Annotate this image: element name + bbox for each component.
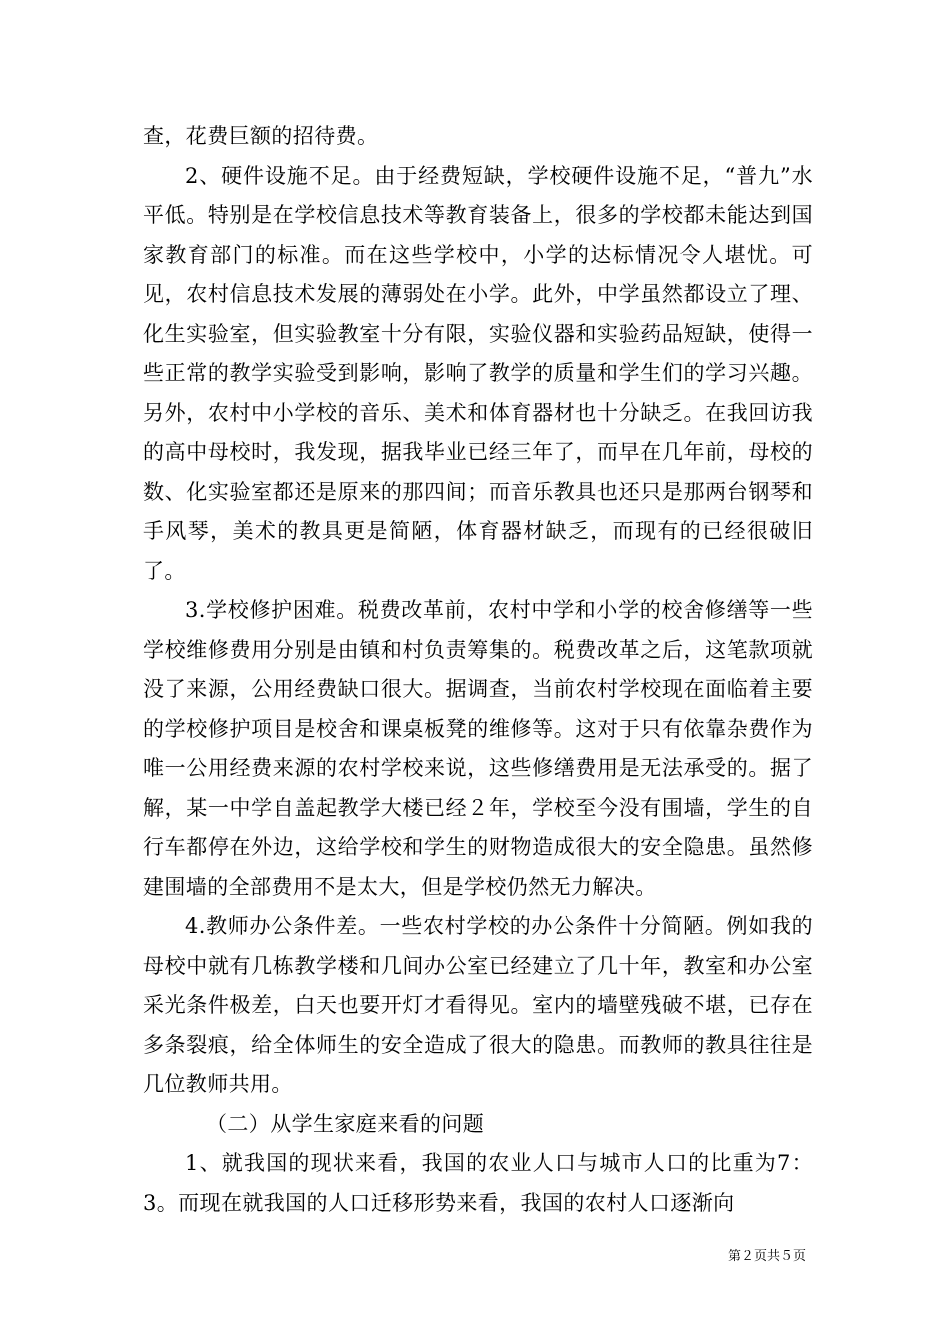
section-heading: （二）从学生家庭来看的问题 bbox=[206, 1111, 485, 1136]
paragraph-hardware: 2、硬件设施不足。由于经费短缺，学校硬件设施不足，“普九”水平低。特别是在学校信息技术等教育装备上，很多的学校都未能达到国家教育部门的标准。而在这些学校中，小学的达标情况令人堪忧。可见，农村信息技术发展的薄弱处在小学。此外，中学虽然都设立了理、化生实验室，但实验教室十分有限，实验仪器和实验药品短缺，使得一些正常的教学实验受到影响，影响了教学的质量和学生们的学习兴趣。另外，农村中小学校的音乐、美术和体育器材也十分缺乏。在我回访我的高中母校时，我发现，据我毕业已经三年了，而早在几年前，母校的数、化实验室都还是原来的那四间；而音乐教具也还只是那两台钢琴和手风琴，美术的教具更是简陋，体育器材缺乏，而现有的已经很破旧了。 bbox=[143, 163, 813, 583]
paragraph-maintenance: 3.学校修护困难。税费改革前，农村中学和小学的校舍修缮等一些学校维修费用分别是由镇和村负责筹集的。税费改革之后，这笔款项就没了来源，公用经费缺口很大。据调查，当前农村学校现在面临着主要的学校修护项目是校舍和课桌板凳的维修等。这对于只有依靠杂费作为唯一公用经费来源的农村学校来说，这些修缮费用是无法承受的。据了解，某一中学自盖起教学大楼已经２年，学校至今没有围墙，学生的自行车都停在外边，这给学校和学生的财物造成很大的安全隐患。虽然修建围墙的全部费用不是太大，但是学校仍然无力解决。 bbox=[143, 598, 813, 899]
document-body bbox=[143, 117, 813, 1223]
paragraph-continuation: 查，花费巨额的招待费。 bbox=[143, 124, 379, 148]
paragraph-population: 1、就我国的现状来看，我国的农业人口与城市人口的比重为7：3。而现在就我国的人口迁移形势来看，我国的农村人口逐渐向 bbox=[143, 1151, 813, 1215]
paragraph-office-conditions: 4.教师办公条件差。一些农村学校的办公条件十分简陋。例如我的母校中就有几栋教学楼和几间办公室已经建立了几十年，教室和办公室采光条件极差，白天也要开灯才看得见。室内的墙壁残破不堪，已存在多条裂痕，给全体师生的安全造成了很大的隐患。而教师的教具往往是几位教师共用。 bbox=[143, 914, 813, 1096]
page-number: 第２页共５页 bbox=[727, 1249, 806, 1264]
